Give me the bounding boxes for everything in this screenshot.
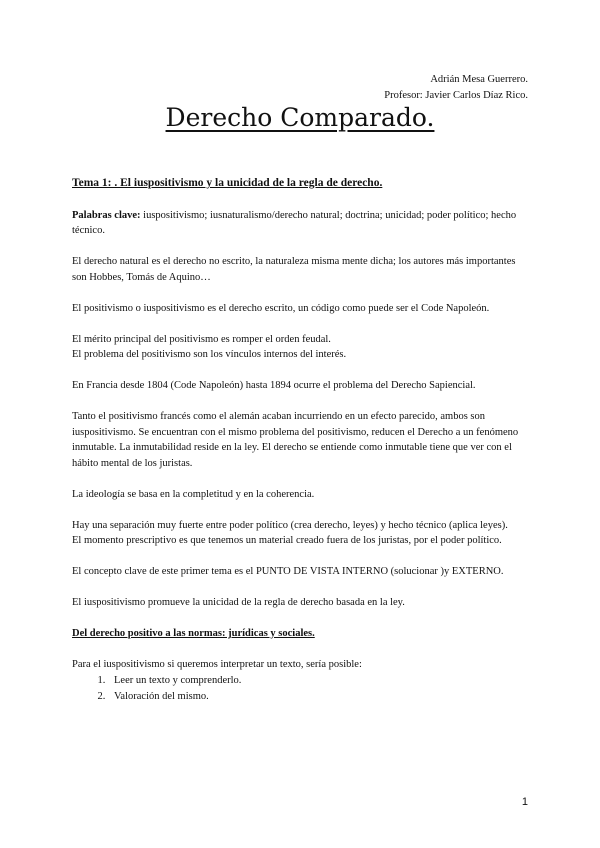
keywords-paragraph [72, 208, 532, 239]
list-item: 2. Valoración del mismo. [108, 689, 532, 705]
paragraph-french-german: Tanto el positivismo francés como el alemán acaban incurriendo en un efecto parecido, ambos son iuspositivismo. Se encuentran con el mismo problema del positivismo, reducen el Derecho a un fenómeno inmutable. La inmutabilidad reside en la ley. El derecho se entiende como inmutable tiene que ver con el hábito mental de los juristas. [72, 411, 519, 469]
paragraph-key-concept: El concepto clave de este primer tema es el PUNTO DE VISTA INTERNO (solucionar )y EXTERNO. [72, 566, 504, 577]
document-body [72, 176, 532, 704]
paragraph-ideology: La ideología se basa en la completitud y en la coherencia. [72, 488, 315, 500]
page-number: 1 [521, 796, 528, 808]
keywords-label: Palabras clave: [72, 209, 141, 221]
steps-list [72, 673, 532, 704]
list-item: 1. Leer un texto y comprenderlo. [108, 673, 532, 689]
keywords-text: iuspositivismo; iusnaturalismo/derecho natural; doctrina; unicidad; poder político; hecho técnico. [72, 209, 517, 236]
paragraph-merit: El mérito principal del positivismo es romper el orden feudal. [72, 333, 331, 345]
paragraph-separation [72, 518, 532, 549]
paragraph-merit-problem [72, 332, 532, 363]
section-subheading: Del derecho positivo a las normas: jurídicas y sociales. [72, 628, 315, 639]
paragraph-unicity: El iuspositivismo promueve la unicidad de la regla de derecho basada en la ley. [72, 597, 405, 608]
paragraph-interpret: Para el iuspositivismo si queremos interpretar un texto, sería posible: [72, 659, 362, 670]
paragraph-separation-b: El momento prescriptivo es que tenemos un material creado fuera de los juristas, por el poder político. [72, 535, 502, 546]
paragraph-problem: El problema del positivismo son los vínculos internos del interés. [72, 349, 347, 360]
document-title: Derecho Comparado. [165, 103, 435, 132]
paragraph-positivism: El positivismo o iuspositivismo es el derecho escrito, un código como puede ser el Code Napoleón. [72, 302, 490, 314]
paragraph-separation-a: Hay una separación muy fuerte entre poder político (crea derecho, leyes) y hecho técnico (aplica leyes). [72, 519, 508, 531]
author-name: Adrián Mesa Guerrero. [430, 74, 528, 85]
paragraph-france: En Francia desde 1804 (Code Napoleón) hasta 1894 ocurre el problema del Derecho Sapiencial. [72, 380, 476, 391]
topic-heading: Tema 1: . El iuspositivismo y la unicidad de la regla de derecho. [72, 177, 383, 189]
professor-name: Profesor: Javier Carlos Díaz Rico. [384, 90, 528, 101]
paragraph-natural-law: El derecho natural es el derecho no escrito, la naturaleza misma mente dicha; los autores más importantes son Hobbes, Tomás de Aquino… [72, 256, 516, 283]
